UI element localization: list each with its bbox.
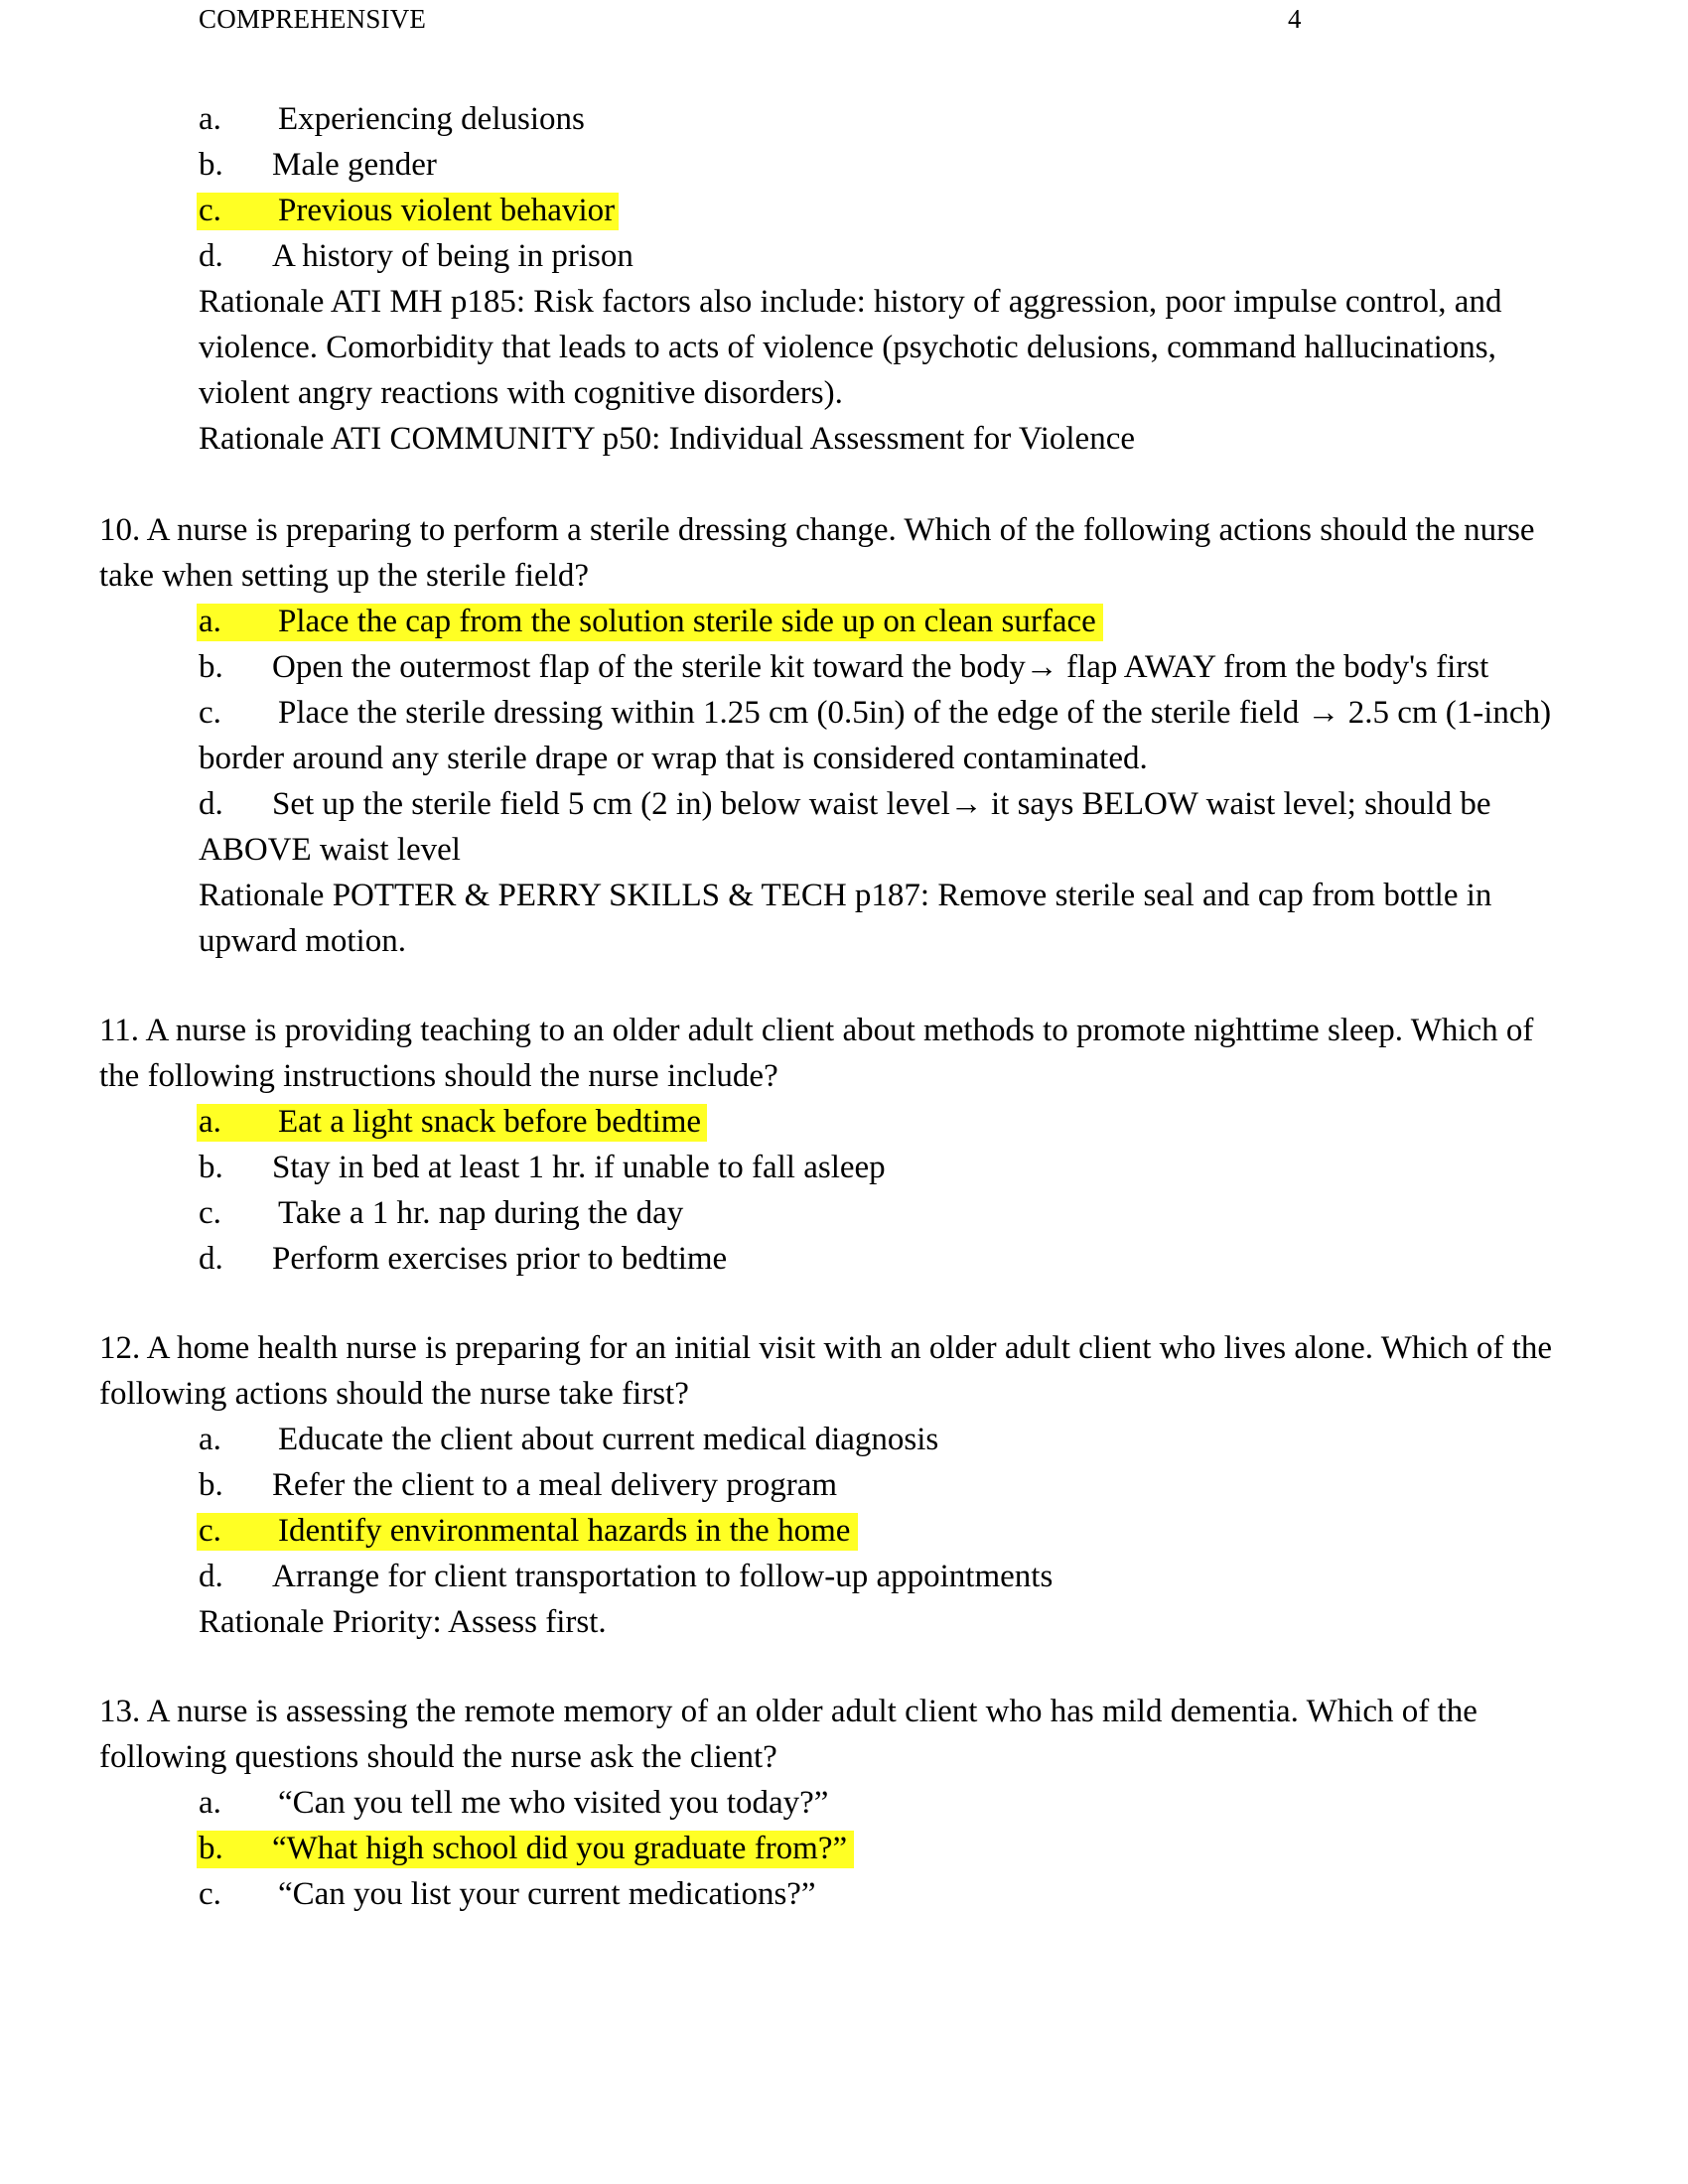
option-text: Open the outermost flap of the sterile kit toward the body→ flap AWAY from the body's first: [272, 649, 1489, 685]
option-text: Educate the client about current medical diagnosis: [278, 1422, 939, 1457]
option-letter: a.: [199, 1785, 221, 1821]
option-text: Perform exercises prior to bedtime: [272, 1241, 728, 1277]
q13-stem-line-2: following questions should the nurse ask the client?: [99, 1739, 777, 1775]
page-number: 4: [1288, 4, 1302, 34]
q10-option-d-continuation: ABOVE waist level: [199, 832, 461, 868]
option-text: “What high school did you graduate from?”: [272, 1831, 848, 1866]
q12-stem-line-1: 12. A home health nurse is preparing for an initial visit with an older adult client who lives alone. Which of the: [99, 1330, 1552, 1366]
option-text: Refer the client to a meal delivery program: [272, 1467, 838, 1503]
option-letter: a.: [199, 1104, 221, 1140]
q9-rationale-line-2: violence. Comorbidity that leads to acts of violence (psychotic delusions, command hallucinations,: [199, 330, 1496, 365]
q12-rationale-line-1: Rationale Priority: Assess first.: [199, 1604, 607, 1640]
q9-rationale-line-1: Rationale ATI MH p185: Risk factors also include: history of aggression, poor impulse control, and: [199, 284, 1502, 320]
option-letter: c.: [199, 1195, 221, 1231]
option-letter: d.: [199, 1241, 223, 1277]
q9-rationale-line-3: violent angry reactions with cognitive disorders).: [199, 375, 843, 411]
option-text: Experiencing delusions: [278, 101, 585, 137]
option-text: A history of being in prison: [272, 238, 633, 274]
option-text: Place the sterile dressing within 1.25 cm (0.5in) of the edge of the sterile field → 2.5 cm (1-inch): [278, 695, 1552, 731]
q13-stem-line-1: 13. A nurse is assessing the remote memory of an older adult client who has mild dementia. Which of the: [99, 1694, 1477, 1729]
q11-stem-line-1: 11. A nurse is providing teaching to an older adult client about methods to promote nighttime sleep. Which of: [99, 1013, 1534, 1048]
option-letter: d.: [199, 786, 223, 822]
option-letter: b.: [199, 1831, 223, 1866]
option-letter: a.: [199, 1422, 221, 1457]
option-letter: c.: [199, 1513, 221, 1549]
option-text: Set up the sterile field 5 cm (2 in) below waist level→ it says BELOW waist level; should be: [272, 786, 1491, 822]
option-text: “Can you tell me who visited you today?”: [278, 1785, 829, 1821]
q10-stem-line-1: 10. A nurse is preparing to perform a sterile dressing change. Which of the following actions should the nurse: [99, 512, 1535, 548]
q12-stem-line-2: following actions should the nurse take first?: [99, 1376, 689, 1412]
running-header-title: COMPREHENSIVE: [199, 4, 427, 34]
q10-rationale-line-1: Rationale POTTER & PERRY SKILLS & TECH p187: Remove sterile seal and cap from bottle in: [199, 878, 1492, 913]
option-text: Male gender: [272, 147, 437, 183]
option-letter: a.: [199, 604, 221, 639]
option-text: Identify environmental hazards in the home: [278, 1513, 851, 1549]
q10-option-c-continuation: border around any sterile drape or wrap that is considered contaminated.: [199, 741, 1148, 776]
option-text: Stay in bed at least 1 hr. if unable to fall asleep: [272, 1150, 886, 1185]
option-letter: c.: [199, 695, 221, 731]
q10-stem-line-2: take when setting up the sterile field?: [99, 558, 590, 594]
option-letter: b.: [199, 1467, 223, 1503]
option-letter: d.: [199, 1559, 223, 1594]
q11-stem-line-2: the following instructions should the nurse include?: [99, 1058, 778, 1094]
option-letter: b.: [199, 649, 223, 685]
option-letter: b.: [199, 1150, 223, 1185]
option-text: Arrange for client transportation to follow-up appointments: [272, 1559, 1054, 1594]
option-text: Previous violent behavior: [278, 193, 616, 228]
option-text: Eat a light snack before bedtime: [278, 1104, 702, 1140]
option-letter: c.: [199, 1876, 221, 1912]
q9-rationale-line-4: Rationale ATI COMMUNITY p50: Individual Assessment for Violence: [199, 421, 1135, 457]
option-text: Take a 1 hr. nap during the day: [278, 1195, 684, 1231]
option-letter: b.: [199, 147, 223, 183]
option-text: Place the cap from the solution sterile side up on clean surface: [278, 604, 1096, 639]
option-letter: c.: [199, 193, 221, 228]
q10-rationale-line-2: upward motion.: [199, 923, 406, 959]
option-letter: a.: [199, 101, 221, 137]
option-text: “Can you list your current medications?”: [278, 1876, 816, 1912]
option-letter: d.: [199, 238, 223, 274]
